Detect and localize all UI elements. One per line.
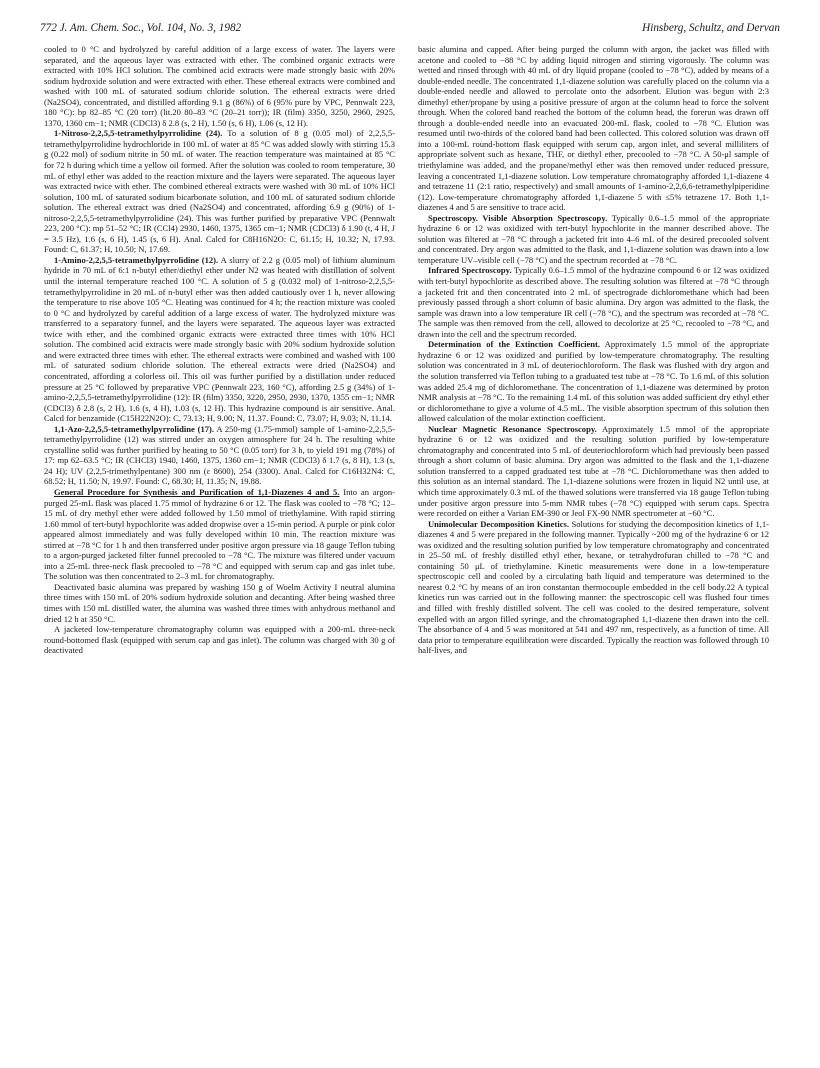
- paragraph: [44, 624, 395, 656]
- section-heading: Infrared Spectroscopy.: [428, 265, 512, 276]
- journal-citation: 772 J. Am. Chem. Soc., Vol. 104, No. 3, 1982: [40, 22, 242, 34]
- paragraph-text: Typically 0.6–1.5 mmol of the hydrazine compound 6 or 12 was oxidized with tert-butyl hypochlorite as described above. The resulting solution was filtered at −78 °C through a jacketed frit and then concentrated into 2 mL of spectrograde dichloromethane which had been previously passed through a short column of basic alumina. Dry argon was admitted to the flask, the sample was drawn into a low temperature IR cell (−78 °C), and the spectrum was recorded at −78 °C. The sample was then removed from the cell, allowed to decolorize at 25 °C, recooled to −78 °C, and drawn into the cell and the spectrum recorded.: [418, 265, 770, 339]
- paragraph: [44, 128, 395, 255]
- section-heading: General Procedure for Synthesis and Purification of 1,1-Diazenes 4 and 5.: [54, 486, 340, 497]
- paragraph: [418, 265, 769, 339]
- paragraph: [418, 44, 769, 213]
- section-heading: Determination of the Extinction Coefficient.: [428, 339, 601, 350]
- section-heading: Spectroscopy. Visible Absorption Spectroscopy.: [428, 212, 608, 223]
- paragraph-text: Approximately 1.5 mmol of the appropriate hydrazine 6 or 12 was oxidized and the resulting solution purified by low-temperature chromatography and concentrated into 5 mL of deuteriochloroform which had previously been passed through a short column of basic alumina. Dry argon was admitted to the flask and the 1,1-diazene solution transferred to a capped graduated test tube at −78 °C. Dichloromethane was then added to this solution as an internal standard. The 1,1-diazene solutions were frozen in liquid N2 until use, at which time approximately 0.3 mL of the thawed solutions were transferred via 18 gauge Teflon tubing under positive argon pressure into 5-mm NMR tubes (−78 °C) equipped with serum caps. Spectra were recorded on either a Varian EM-390 or Jeol FX-90 NMR spectrometer at −60 °C.: [418, 423, 769, 519]
- paragraph-text: Approximately 1.5 mmol of the appropriate hydrazine 6 or 12 was oxidized and purified by low-temperature chromatography. The resulting solution was concentrated in 3 mL of deuteriochloroform. The flask was flushed with dry argon and the solution transferred via Teflon tubing to a graduated test tube at −78 °C. To 1.6 mL of this solution was added 25.4 mg of dichloromethane. The concentration of 1,1-diazene was determined by proton NMR analysis at −78 °C. To the remaining 1.4 mL of this solution was added sufficient dry ethyl ether or dichloromethane to give a volume of 4.5 mL. The visible absorption spectrum of this solution then allowed calculation of the molar extinction coefficient.: [418, 339, 769, 424]
- section-heading: 1,1-Azo-2,2,5,5-tetramethylpyrrolidine (17).: [54, 423, 214, 434]
- right-column: [418, 44, 769, 656]
- paragraph: [44, 44, 395, 128]
- paragraph: [418, 339, 769, 423]
- section-heading: Nuclear Magnetic Resonance Spectroscopy.: [428, 423, 597, 434]
- paragraph: [44, 424, 395, 487]
- paragraph-text: Typically 0.6–1.5 mmol of the appropriate hydrazine 6 or 12 was oxidized with tert-butyl hypochlorite in the manner described above. The solution was filtered at −78 °C through a jacketed frit into 4–6 mL of the desired precooled solvent and concentrated. Dry argon was admitted to the flask, and 1,1-diazene solution was drawn into a low temperature UV–visible cell (−78 °C) and the spectrum recorded at −78 °C.: [418, 212, 770, 265]
- paragraph: [44, 487, 395, 582]
- section-heading: 1-Nitroso-2,2,5,5-tetramethylpyrrolidine (24).: [54, 128, 223, 139]
- left-column: [44, 44, 395, 656]
- paragraph: [418, 424, 769, 519]
- paragraph-text: cooled to 0 °C and hydrolyzed by careful addition of a large excess of water. The layers were separated, and the aqueous layer was extracted with ether. The combined organic extracts were extracted with 10% HCl solution. The combined acid extracts were made strongly basic with 20% sodium hydroxide solution and were extracted with ether. These ethereal extracts were combined and washed with 100 mL of saturated sodium chloride solution. The ethereal extracts were dried (Na2SO4), concentrated, and distilled affording 9.1 g (86%) of 6 (95% pure by VPC, Pennwalt 223, 180 °C): bp 82–85 °C (20 torr) (lit.20 80–83 °C (20–21 torr)); IR (film) 3350, 3250, 2960, 2925, 1370, 1360 cm−1; NMR (CDCl3) δ 2.8 (s, 2 H), 1.50 (s, 6 H), 1.06 (s, 12 H).: [44, 44, 395, 128]
- authors-header: Hinsberg, Schultz, and Dervan: [642, 22, 780, 34]
- paragraph-text: Solutions for studying the decomposition kinetics of 1,1-diazenes 4 and 5 were prepared in the following manner. Typically ~200 mg of the hydrazine 6 or 12 was oxidized and the resulting solution purified by low temperature chromatography and concentrated in 25–50 mL of freshly distilled ethyl ether, hexane, or tetrahydrofuran chilled to −78 °C and containing 50 μL of triethylamine. Kinetic measurements were done in a low-temperature spectroscopic cell and cooled by a circulating bath liquid and temperature was determined to the nearest 0.2 °C by means of an iron constantan thermocouple embedded in the cell body.22 A typical kinetics run was carried out in the following manner: the spectroscopic cell was flushed four times and filled with freshly distilled solvent. The cell was cooled to the desired temperature, solvent expelled with an argon filled syringe, and the chromatographed 1,1-diazene then drawn into the cell. The absorbance of 4 and 5 was monitored at 541 and 497 nm, respectively, as a function of time. All data prior to temperature equilibration were discarded. Typically the reaction was followed through 10 half-lives, and: [418, 518, 769, 656]
- paragraph: [44, 255, 395, 424]
- section-heading: Unimolecular Decomposition Kinetics.: [428, 518, 569, 529]
- paragraph-text: Deactivated basic alumina was prepared by washing 150 g of Woelm Activity I neutral alumina three times with 150 mL of 20% sodium hydroxide solution and decanting. After being washed three times with 150 mL distilled water, the alumina was washed three times with anhydrous methanol and dried 12 h at 350 °C.: [44, 581, 395, 624]
- paragraph: [418, 519, 769, 656]
- paragraph-text: A 250-mg (1.75-mmol) sample of 1-amino-2,2,5,5-tetramethylpyrrolidine (12) was stirred under an oxygen atmosphere for 24 h. The resulting white crystalline solid was further purified by heating to 50 °C (0.05 torr) for 3 h, to yield 191 mg (78%) of 17: mp 62–63.5 °C; IR (CHCl3) 1940, 1460, 1375, 1360 cm−1; NMR (CDCl3) δ 1.7 (s, 8 H), 1.3 (s, 24 H); UV (2,2,5-trimethylpentane) 300 nm (ε 8600), 254 (3300). Anal. Calcd for C16H32N4: C, 68.52; H, 11.50; N, 19.97. Found: C, 68.30; H, 11.35; N, 19.88.: [44, 423, 395, 487]
- paragraph-text: basic alumina and capped. After being purged the column with argon, the jacket was filled with acetone and cooled to −88 °C by adding liquid nitrogen and stirring vigorously. The column was wetted and rinsed through with 40 mL of dry liquid propane (cooled to −78 °C), added by means of a double-ended needle. The concentrated 1,1-diazene solution was carefully placed on the column via a double-ended needle and allowed to percolate onto the adsorbent. Elution was begun with 2:3 dimethyl ether/propane by using a positive pressure of argon at the column head to force the solvent through. When the colored band reached the bottom of the column head, the forerun was drawn off through a double-ended needle into an evacuated 200-mL flask, cooled to −78 °C. Elution was resumed until two-thirds of the colored band had been collected. This colored solution was drawn off into a 100-mL round-bottom flask equipped with serum cap, argon inlet, and several milliliters of appropriate solvent such as hexane, THF, or diethyl ether, precooled to −78 °C. A 50-μl sample of triethylamine was added, and the propane/methyl ether was then removed under reduced pressure, leaving a concentrated 1,1-diazene solution. Low temperature chromatography afforded 1,1-diazene 4 and tetrazene 11 (2:1 ratio, respectively) and small amounts of 1-amino-2,2,6,6-tetramethylpiperidine (12). Low-temperature chromatography afforded 1,1-diazene 5 with ≤5% tetrazene 17. Both 1,1-diazenes 4 and 5 are sensitive to trace acid.: [418, 44, 769, 213]
- paragraph: [44, 582, 395, 624]
- paragraph-text: A jacketed low-temperature chromatography column was equipped with a 200-mL three-neck round-bottomed flask (equipped with serum cap and gas inlet). The column was charged with 30 g of deactivated: [44, 624, 395, 656]
- running-header: [40, 22, 780, 38]
- paragraph-text: Into an argon-purged 25-mL flask was placed 1.75 mmol of hydrazine 6 or 12. The flask was cooled to −78 °C; 12–15 mL of dry methyl ether were added followed by 1.50 mmol of triethylamine. With rapid stirring 1.60 mmol of tert-butyl hypochlorite was added dropwise over a 15-min period. A purple or pink color appeared almost immediately and was fully developed within 10 min. The reaction mixture was stirred at −78 °C for 1 h and then transferred under positive argon pressure via 18 gauge Teflon tubing to a argon-purged jacketed filter funnel precooled to −78 °C. The mixture was filtered under vacuum into a 25-mL three-neck flask precooled to −78 °C and equipped with serum cap and gas inlet tube. The solution was then concentrated to 2–3 mL for chromatography.: [44, 486, 395, 582]
- paragraph-text: A slurry of 2.2 g (0.05 mol) of lithium aluminum hydride in 70 mL of 6:1 n-butyl ether/diethyl ether under N2 was heated with distillation of solvent until the internal temperature reached 100 °C. A solution of 5 g (0.032 mol) of 1-nitroso-2,2,5,5-tetramethylpyrrolidine in 20 mL of n-butyl ether was then added cautiously over 1 h, never allowing the temperature to rise above 105 °C. Heating was continued for 4 h; the reaction mixture was cooled to 0 °C and hydrolyzed by careful addition of a large excess of water. The hydrolyzed mixture was transferred to a separatory funnel, and the layers were separated. The aqueous layer was extracted twice with ether, and the combined organic extracts were extracted three times with 10% HCl solution. The combined acid extracts were made strongly basic with 20% sodium hydroxide solution and were extracted three times with ether. The ethereal extracts were combined and washed with 100 mL of saturated sodium chloride solution. The ethereal extracts were dried (Na2SO4) and concentrated, affording a colorless oil. This oil was further purified by a distillation under reduced pressure at 25 °C followed by preparative VPC (Pennwalt 223, 160 °C), affording 2.5 g (34%) of 1-amino-2,2,5,5-tetramethylpyrrolidine (12): IR (film) 3350, 3220, 2950, 2930, 1370, 1355 cm−1; NMR (CDCl3) δ 2.8 (s, 2 H), 1.6 (s, 4 H), 1.03 (s, 12 H). This hydrazine compound is air sensitive. Anal. Calcd for benzamide (C15H22N2O): C, 73.13; H, 9.00; N, 11.37. Found: C, 73.07; H, 9.03; N, 11.14.: [44, 254, 395, 424]
- section-heading: 1-Amino-2,2,5,5-tetramethylpyrrolidine (12).: [54, 254, 219, 265]
- paragraph: [418, 213, 769, 266]
- paragraph-text: To a solution of 8 g (0.05 mol) of 2,2,5,5-tetramethylpyrrolidine hydrochloride in 100 mL of water at 85 °C was added slowly with stirring 15.3 g (0.22 mol) of sodium nitrite in 50 mL of water. The reaction temperature was maintained at 85 °C for 72 h during which time a yellow oil formed. After the solution was cooled to room temperature, 30 mL of ethyl ether was added to the reaction mixture and the layers were separated. The aqueous layer was extracted twice with ether. The combined ethereal extracts were washed with 30 mL of 10% HCl solution, 100 mL of saturated sodium bicarbonate solution, and 100 mL of saturated sodium chloride solution. The ethereal extract was dried (Na2SO4) and concentrated, affording 6.9 g (90%) of 1-nitroso-2,2,5,5-tetramethylpyrrolidine (24). This was further purified by preparative VPC (Pennwalt 223, 200 °C): mp 51–52 °C; IR (CCl4) 2930, 1460, 1375, 1365 cm−1; NMR (CDCl3) δ 1.90 (t, 4 H, J = 3.5 Hz), 1.6 (s, 6 H), 1.45 (s, 6 H). Anal. Calcd for C8H16N2O: C, 61.15; H, 10.32; N, 17.93. Found: C, 61.37; H, 10.50; N, 17.69.: [44, 128, 396, 255]
